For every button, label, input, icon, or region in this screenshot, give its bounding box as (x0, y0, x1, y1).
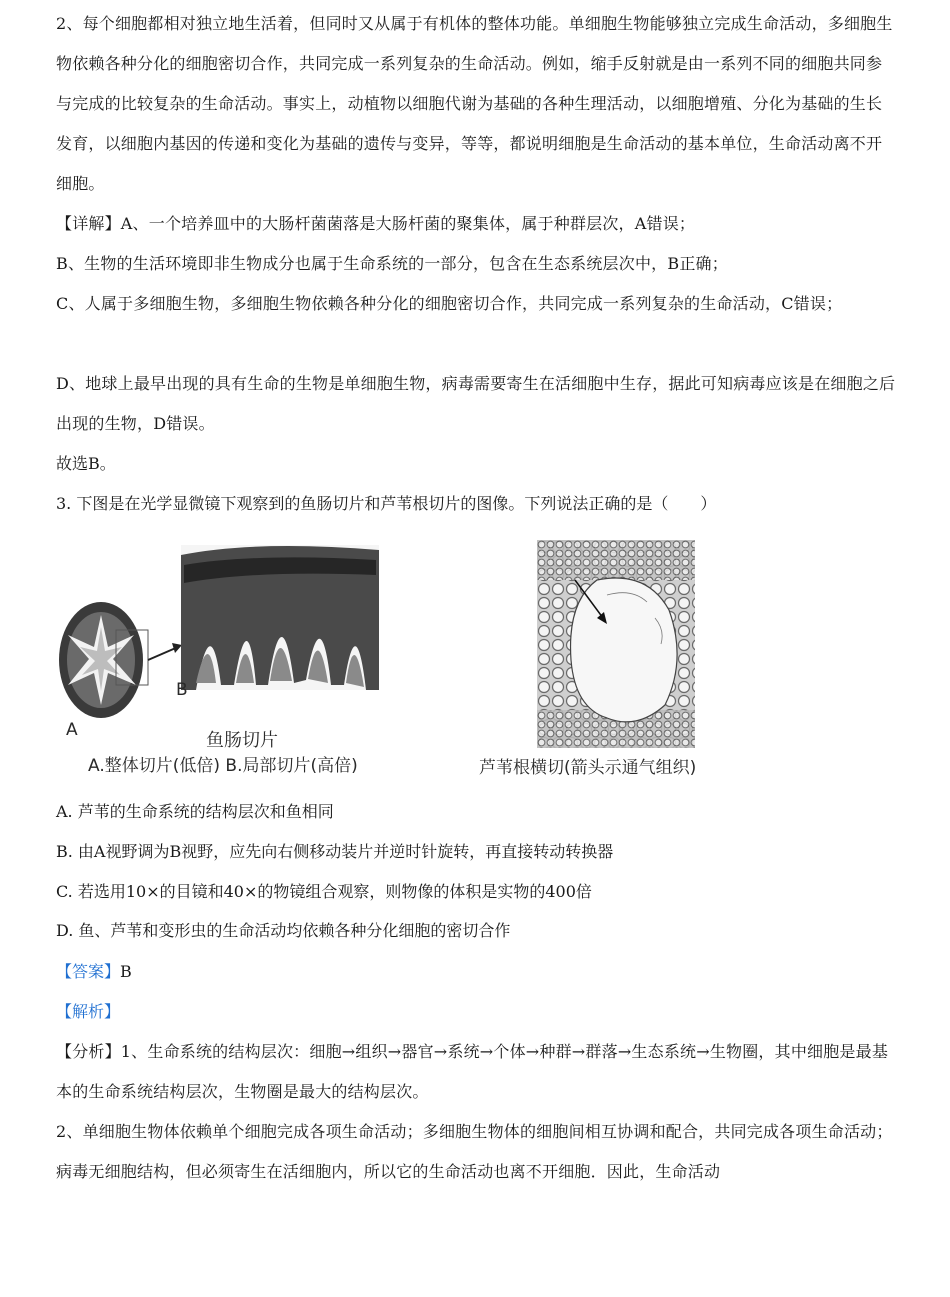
answer (56, 960, 132, 984)
fish-slice-title: 鱼肠切片 (206, 730, 278, 751)
option-b: B. 由A视野调为B视野，应先向右侧移动装片并逆时针旋转，再直接转动转换器 (56, 842, 614, 861)
question-3: 3. 下图是在光学显微镜下观察到的鱼肠切片和芦苇根切片的图像。下列说法正确的是（ ） (56, 494, 717, 513)
option-a: A. 芦苇的生命系统的结构层次和鱼相同 (56, 802, 334, 821)
answer-label: 【答案】 (56, 962, 121, 981)
label-a: A (66, 720, 78, 740)
explanation-paragraph: 2、每个细胞都相对独立地生活着，但同时又从属于有机体的整体功能。单细胞生物能够独立完成生命活动，多细胞生物依赖各种分化的细胞密切合作，共同完成一系列复杂的生命活动。例如，缩手反射就是由一系列不同的细胞共同参与完成的比较复杂的生命活动。事实上，动植物以细胞代谢为基础的各种生理活动，以细胞增殖、分化为基础的生长发育，以细胞内基因的传递和变化为基础的遗传与变异，等等，都说明细胞是生命活动的基本单位，生命活动离不开细胞。 (56, 14, 893, 193)
answer-value: B (120, 962, 132, 981)
analysis-1: 【分析】1、生命系统的结构层次：细胞→组织→器官→系统→个体→种群→群落→生态系统→生物圈，其中细胞是最基本的生命系统结构层次，生物圈是最大的结构层次。 (56, 1042, 889, 1101)
detail-b: B、生物的生活环境即非生物成分也属于生命系统的一部分，包含在生态系统层次中，B正确； (56, 254, 728, 273)
reed-root-caption: 芦苇根横切(箭头示通气组织) (479, 758, 697, 778)
conclusion: 故选B。 (56, 454, 116, 473)
detail-a: 【详解】A、一个培养皿中的大肠杆菌菌落是大肠杆菌的聚集体，属于种群层次，A错误； (56, 214, 696, 233)
detail-c: C、人属于多细胞生物，多细胞生物依赖各种分化的细胞密切合作，共同完成一系列复杂的生命活动，C错误； (56, 294, 843, 313)
reed-root-figure (537, 540, 695, 748)
option-d: D. 鱼、芦苇和变形虫的生命活动均依赖各种分化细胞的密切合作 (56, 921, 511, 940)
analysis-2: 2、单细胞生物体依赖单个细胞完成各项生命活动；多细胞生物体的细胞间相互协调和配合，共同完成各项生命活动；病毒无细胞结构，但必须寄生在活细胞内，所以它的生命活动也离不开细胞．因此，生命活动 (56, 1122, 893, 1181)
fish-intestine-figure (56, 535, 396, 750)
label-b: B (176, 680, 188, 700)
analysis-label: 【解析】 (56, 1002, 121, 1021)
detail-d: D、地球上最早出现的具有生命的生物是单细胞生物，病毒需要寄生在活细胞中生存，据此可知病毒应该是在细胞之后出现的生物，D错误。 (56, 374, 896, 433)
fish-slice-caption: A.整体切片(低倍) B.局部切片(高倍) (88, 756, 358, 776)
option-c: C. 若选用10×的目镜和40×的物镜组合观察，则物像的体积是实物的400倍 (56, 882, 592, 901)
